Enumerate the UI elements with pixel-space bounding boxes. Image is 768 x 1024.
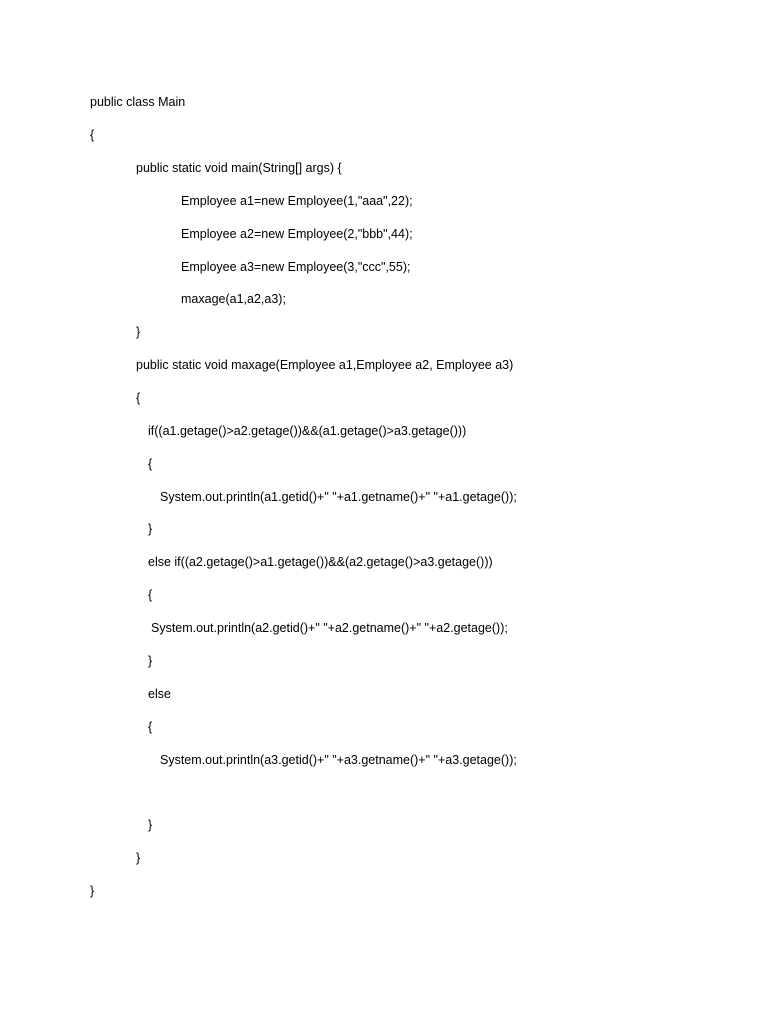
code-line: } xyxy=(136,325,141,339)
code-line: public static void main(String[] args) { xyxy=(136,161,342,175)
code-line: public static void maxage(Employee a1,Employee a2, Employee a3) xyxy=(136,358,514,372)
code-line: System.out.println(a1.getid()+" "+a1.getname()+" "+a1.getage()); xyxy=(160,490,517,504)
code-line: Employee a1=new Employee(1,"aaa",22); xyxy=(181,194,413,208)
code-line: else if((a2.getage()>a1.getage())&&(a2.getage()>a3.getage())) xyxy=(148,555,493,569)
code-line: Employee a2=new Employee(2,"bbb",44); xyxy=(181,227,413,241)
code-line: { xyxy=(90,128,95,142)
code-line: { xyxy=(148,588,153,602)
code-line: System.out.println(a2.getid()+" "+a2.getname()+" "+a2.getage()); xyxy=(151,621,508,635)
code-line: public class Main xyxy=(90,95,186,109)
code-line: maxage(a1,a2,a3); xyxy=(181,292,286,306)
code-line: else xyxy=(148,687,171,701)
code-line: { xyxy=(148,457,153,471)
code-line: System.out.println(a3.getid()+" "+a3.getname()+" "+a3.getage()); xyxy=(160,753,517,767)
code-line: { xyxy=(136,391,141,405)
code-line: } xyxy=(148,818,153,832)
code-line: } xyxy=(136,851,141,865)
code-line: } xyxy=(148,522,153,536)
code-line: } xyxy=(148,654,153,668)
code-line: if((a1.getage()>a2.getage())&&(a1.getage()>a3.getage())) xyxy=(148,424,467,438)
code-line: { xyxy=(148,720,153,734)
code-line: Employee a3=new Employee(3,"ccc",55); xyxy=(181,260,411,274)
code-line: } xyxy=(90,884,95,898)
